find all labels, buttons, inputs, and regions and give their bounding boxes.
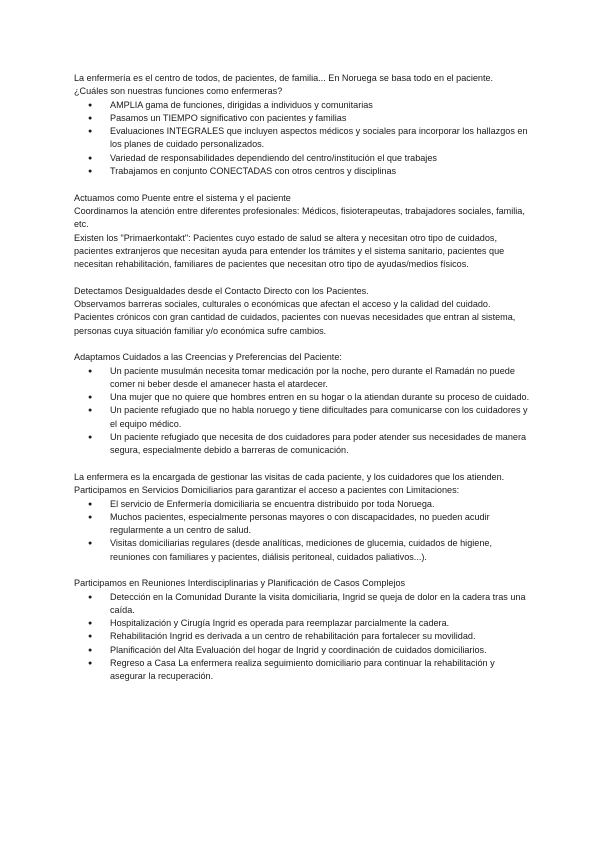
spacer [74,271,530,284]
list-item: ● Muchos pacientes, especialmente personas mayores o con discapacidades, no pueden acudir regularmente a un centro de salud. [110,511,530,538]
list-item: ● El servicio de Enfermería domiciliaria se encuentra distribuido por toda Noruega. [110,498,530,511]
bridge-paragraph: Existen los "Primaerkontakt": Pacientes cuyo estado de salud se altera y necesitan otro tipo de cuidados, pacientes extranjeros que necesitan ayuda para entender los trámites y el sistema sanitario, pacientes que necesitan rehabilitación, familiares de pacientes que necesitan otro tipo de ayudas/medios físicos. [74,232,505,270]
list-item: ● Trabajamos en conjunto CONECTADAS con otros centros y disciplinas [110,165,530,178]
intro-question: ¿Cuáles son nuestras funciones como enfermeras? [74,86,283,97]
bridge-paragraph: Coordinamos la atención entre diferentes profesionales: Médicos, fisioterapeutas, trabajadores sociales, familia, etc. [74,205,525,230]
adapt-list [74,365,530,458]
bridge-heading: Actuamos como Puente entre el sistema y el paciente [74,192,291,203]
intro-paragraph: La enfermería es el centro de todos, de pacientes, de familia... En Noruega se basa todo en el paciente. [74,73,494,83]
home-heading: Participamos en Servicios Domiciliarios para garantizar el acceso a pacientes con Limitaciones: [74,485,460,496]
home-list [74,498,530,564]
spacer [74,338,530,351]
inequality-paragraph: Observamos barreras sociales, culturales o económicas que afectan el acceso y la calidad del cuidado. [74,299,491,310]
document-page [74,72,530,684]
list-item: ● Pasamos un TIEMPO significativo con pacientes y familias [110,112,530,125]
list-item: ● Un paciente musulmán necesita tomar medicación por la noche, pero durante el Ramadán no puede comer ni beber desde el amanecer hasta el atardecer. [110,365,530,392]
home-paragraph: La enfermera es la encargada de gestionar las visitas de cada paciente, y los cuidadores que los atienden. [74,471,505,482]
list-item: ● Variedad de responsabilidades dependiendo del centro/institución el que trabajes [110,152,530,165]
inequality-paragraph: Pacientes crónicos con gran cantidad de cuidados, pacientes con nuevas necesidades que entran al sistema, personas cuya situación familiar y/o económica sufre cambios. [74,312,516,336]
list-item: ● Visitas domiciliarias regulares (desde analíticas, mediciones de glucemia, cuidados de higiene, reuniones con familiares y pacientes, diálisis peritoneal, cuidados paliativos...). [110,537,530,564]
list-item: ● Hospitalización y Cirugía Ingrid es operada para reemplazar parcialmente la cadera. [110,617,530,630]
spacer [74,458,530,471]
list-item: ● Un paciente refugiado que necesita de dos cuidadores para poder atender sus necesidades de manera segura, especialmente debido a barreras de comunicación. [110,431,530,458]
meetings-heading: Participamos en Reuniones Interdisciplinarias y Planificación de Casos Complejos [74,578,406,589]
spacer [74,564,530,577]
meetings-list [74,591,530,684]
list-item: ● Rehabilitación Ingrid es derivada a un centro de rehabilitación para fortalecer su movilidad. [110,630,530,643]
spacer [74,178,530,191]
list-item: ● Planificación del Alta Evaluación del hogar de Ingrid y coordinación de cuidados domiciliarios. [110,644,530,657]
list-item: ● Regreso a Casa La enfermera realiza seguimiento domiciliario para continuar la rehabilitación y asegurar la recuperación. [110,657,530,684]
list-item: ● AMPLIA gama de funciones, dirigidas a individuos y comunitarias [110,99,530,112]
list-item: ● Detección en la Comunidad Durante la visita domiciliaria, Ingrid se queja de dolor en la cadera tras una caída. [110,591,530,618]
list-item: ● Evaluaciones INTEGRALES que incluyen aspectos médicos y sociales para incorporar los hallazgos en los planes de cuidado personalizados. [110,125,530,152]
inequality-heading: Detectamos Desigualdades desde el Contacto Directo con los Pacientes. [74,285,369,296]
list-item: ● Una mujer que no quiere que hombres entren en su hogar o la atiendan durante su proceso de cuidado. [110,391,530,404]
adapt-heading: Adaptamos Cuidados a las Creencias y Preferencias del Paciente: [74,352,342,363]
functions-list [74,99,530,179]
list-item: ● Un paciente refugiado que no habla noruego y tiene dificultades para comunicarse con los cuidadores y el equipo médico. [110,404,530,431]
